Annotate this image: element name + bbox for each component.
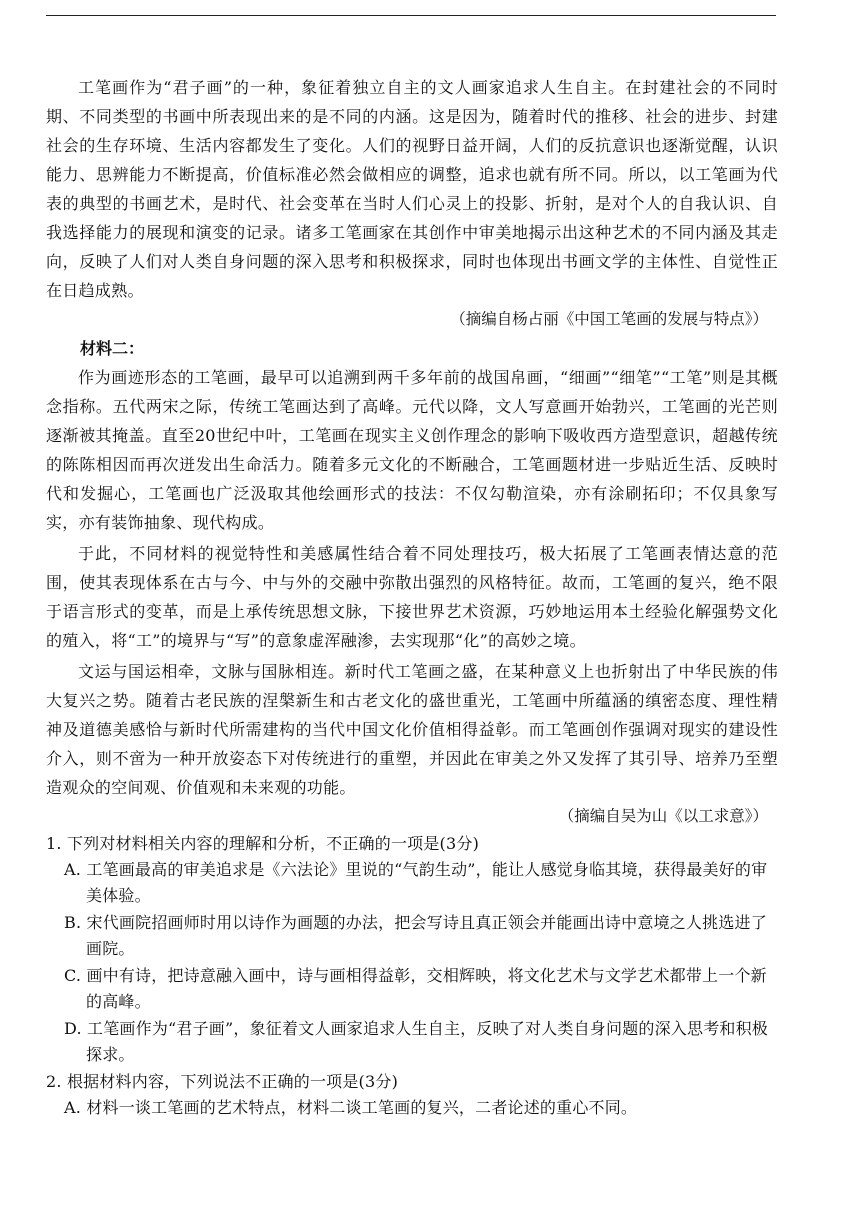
question-2 [46, 1069, 778, 1121]
material2-paragraph-1: 作为画迹形态的工笔画，最早可以追溯到两千多年前的战国帛画，“细画”“细笔”“工笔”则是其概念指称。五代两宋之际，传统工笔画达到了高峰。元代以降，文人写意画开始勃兴，工笔画的光芒则逐渐被其掩盖。直至20世纪中叶，工笔画在现实主义创作理念的影响下吸收西方造型意识，超越传统的陈陈相因而再次迸发出生命活力。随着多元文化的不断融合，工笔画题材进一步贴近生活、反映时代和发掘心，工笔画也广泛汲取其他绘画形式的技法：不仅勾勒渲染，亦有涂刷拓印；不仅具象写实，亦有装饰抽象、现代构成。 [46, 368, 778, 532]
question-1-option-c: C. 画中有诗，把诗意融入画中，诗与画相得益彰，交相辉映，将文化艺术与文学艺术都带上一个新的高峰。 [64, 966, 767, 1011]
document-body [46, 73, 778, 1122]
question-1-option-d: D. 工笔画作为“君子画”，象征着文人画家追求人生自主，反映了对人类自身问题的深入思考和积极探求。 [64, 1019, 768, 1064]
question-1-stem: 1. 下列对材料相关内容的理解和分析，不正确的一项是(3分) [46, 834, 480, 853]
material2-paragraph-3: 文运与国运相牵，文脉与国脉相连。新时代工笔画之盛，在某种意义上也折射出了中华民族的伟大复兴之势。随着古老民族的涅槃新生和古老文化的盛世重光，工笔画中所蕴涵的缜密态度、理性精神及道德美感恰与新时代所需建构的当代中国文化价值相得益彰。而工笔画创作强调对现实的建设性介入，则不啻为一种开放姿态下对传统进行的重塑，并因此在审美之外又发挥了其引导、培养乃至塑造观众的空间观、价值观和未来观的功能。 [46, 662, 778, 797]
material2-source: （摘编自吴为山《以工求意》） [558, 807, 768, 825]
question-1 [46, 831, 778, 1068]
material2-heading: 材料二： [80, 339, 145, 358]
material1-source: （摘编自杨占丽《中国工笔画的发展与特点》） [450, 310, 768, 328]
header-rule [46, 15, 776, 16]
question-2-stem: 2. 根据材料内容，下列说法不正确的一项是(3分) [46, 1072, 399, 1091]
material1-paragraph: 工笔画作为“君子画”的一种，象征着独立自主的文人画家追求人生自主。在封建社会的不同时期、不同类型的书画中所表现出来的是不同的内涵。这是因为，随着时代的推移、社会的进步、封建社会的生存环境、生活内容都发生了变化。人们的视野日益开阔，人们的反抗意识也逐渐觉醒，认识能力、思辨能力不断提高，价值标准必然会做相应的调整，追求也就有所不同。所以，以工笔画为代表的典型的书画艺术，是时代、社会变革在当时人们心灵上的投影、折射，是对个人的自我认识、自我选择能力的展现和演变的记录。诸多工笔画家在其创作中审美地揭示出这种艺术的不同内涵及其走向，反映了人们对人类自身问题的深入思考和积极探求，同时也体现出书画文学的主体性、自觉性正在日趋成熟。 [46, 78, 778, 300]
question-1-option-b: B. 宋代画院招画师时用以诗作为画题的办法，把会写诗且真正领会并能画出诗中意境之人挑选进了画院。 [64, 913, 767, 958]
question-2-option-a: A. 材料一谈工笔画的艺术特点，材料二谈工笔画的复兴，二者论述的重心不同。 [64, 1098, 638, 1117]
question-1-option-a: A. 工笔画最高的审美追求是《六法论》里说的“气韵生动”，能让人感觉身临其境，获得最美好的审美体验。 [64, 860, 768, 905]
material2-paragraph-2: 于此，不同材料的视觉特性和美感属性结合着不同处理技巧，极大拓展了工笔画表情达意的范围，使其表现体系在古与今、中与外的交融中弥散出强烈的风格特征。故而，工笔画的复兴，绝不限于语言形式的变革，而是上承传统思想文脉，下接世界艺术资源，巧妙地运用本土经验化解强势文化的殖入，将“工”的境界与“写”的意象虚浑融渗，去实现那“化”的高妙之境。 [46, 544, 778, 650]
